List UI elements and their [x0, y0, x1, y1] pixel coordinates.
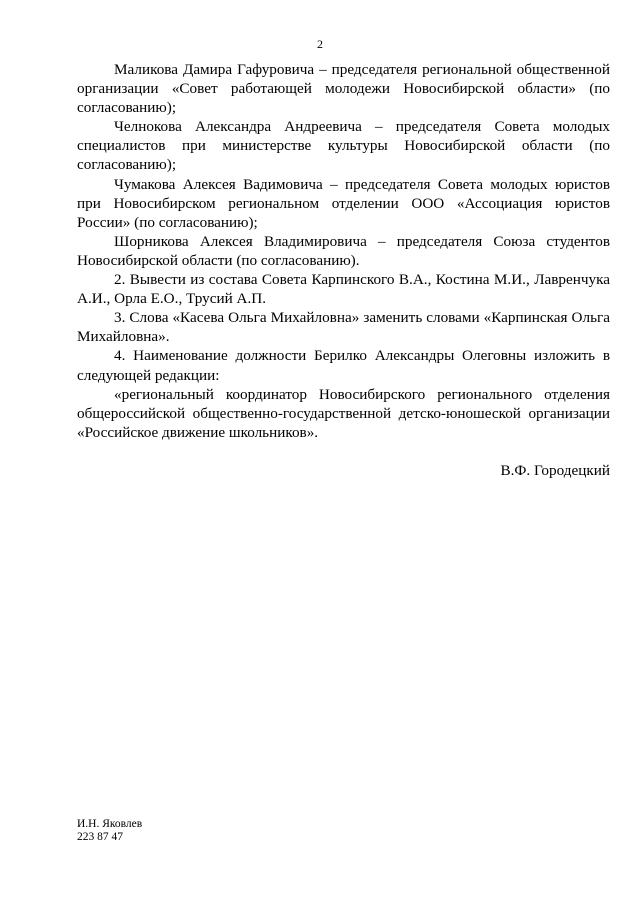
paragraph-chumakov: Чумакова Алексея Вадимовича – председателя Совета молодых юристов при Новосибирском региональном отделении ООО «Ассоциация юристов России» (по согласованию);	[77, 175, 610, 231]
paragraph-item-3: 3. Слова «Касева Ольга Михайловна» заменить словами «Карпинская Ольга Михайловна».	[77, 309, 610, 346]
paragraph-new-title: «региональный координатор Новосибирского регионального отделения общероссийской общественно-государственной детско-юношеской организации «Российское движение школьников».	[77, 385, 610, 441]
paragraph-malikov: Маликова Дамира Гафуровича – председателя региональной общественной организации «Совет работающей молодежи Новосибирской области» (по согласованию);	[77, 61, 610, 117]
page-number: 2	[317, 37, 323, 51]
paragraph-item-4: 4. Наименование должности Берилко Александры Олеговны изложить в следующей редакции:	[77, 347, 610, 384]
signature-name: В.Ф. Городецкий	[500, 462, 610, 479]
paragraph-item-2: 2. Вывести из состава Совета Карпинского В.А., Костина М.И., Лавренчука А.И., Орла Е.О., Трусий А.П.	[77, 271, 610, 308]
paragraph-chelnokov: Челнокова Александра Андреевича – председателя Совета молодых специалистов при министерстве культуры Новосибирской области (по согласованию);	[77, 118, 610, 174]
paragraph-shornikov: Шорникова Алексея Владимировича – председателя Союза студентов Новосибирской области (по согласованию).	[77, 232, 610, 269]
document-body	[77, 60, 610, 442]
executor-name: И.Н. Яковлев	[77, 818, 143, 830]
executor-phone: 223 87 47	[77, 831, 123, 843]
footer-executor-info	[77, 818, 142, 844]
